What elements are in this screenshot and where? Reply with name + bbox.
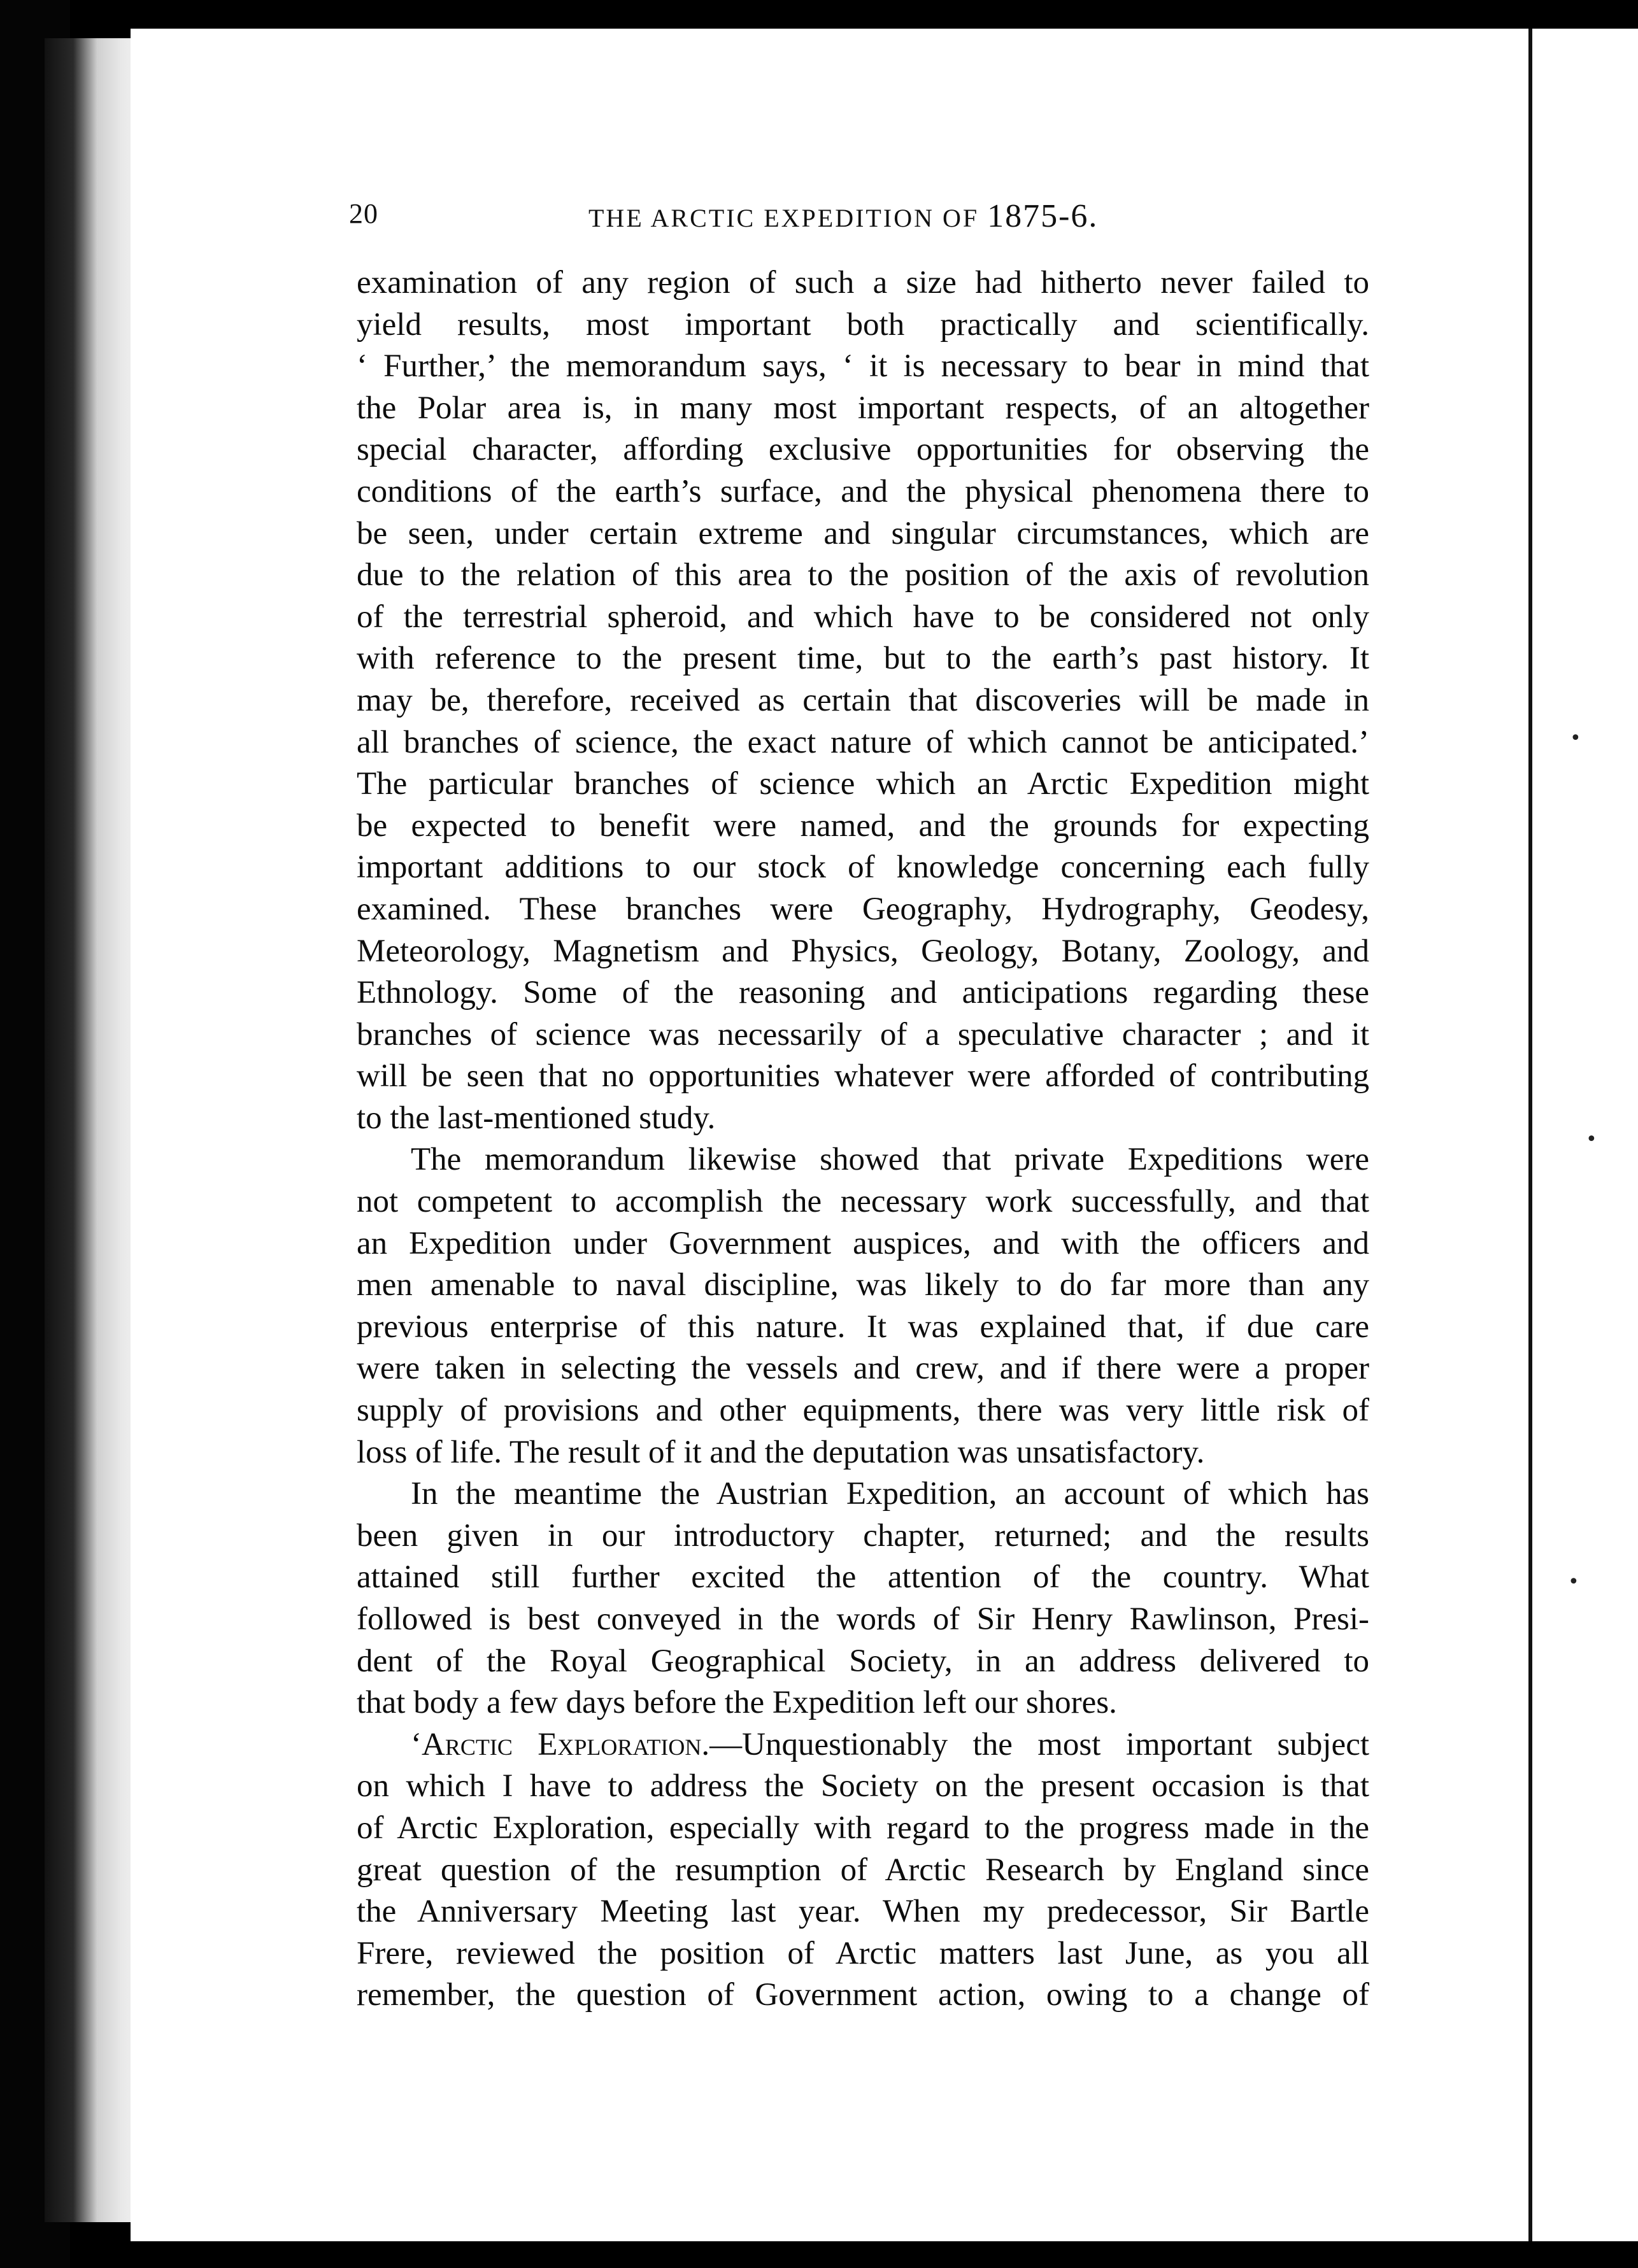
text-line: that body a few days before the Expedition left our shores. [357, 1685, 1117, 1721]
paragraph-1 [357, 262, 1369, 1139]
margin-speck: • [1568, 1571, 1579, 1593]
facing-page-edge [1528, 29, 1638, 2241]
text-line: followed is best conveyed in the words of Sir Henry Rawlinson, Presi- [357, 1601, 1369, 1637]
running-head [349, 197, 1107, 236]
text-line: remember, the question of Government action, owing to a change of [357, 1977, 1369, 2013]
margin-speck: • [1586, 1128, 1597, 1151]
text-line: will be seen that no opportunities whatever were afforded of contributing [357, 1058, 1369, 1095]
text-line: The memorandum likewise showed that private Expeditions were [411, 1142, 1369, 1178]
text-line: may be, therefore, received as certain that discoveries will be made in [357, 682, 1369, 718]
text-line: In the meantime the Austrian Expedition, an account of which has [411, 1476, 1369, 1512]
page-number: 20 [349, 198, 378, 229]
text-line: men amenable to naval discipline, was likely to do far more than any [357, 1267, 1369, 1303]
text-line: of Arctic Exploration, especially with regard to the progress made in the [357, 1810, 1369, 1846]
text-line: conditions of the earth’s surface, and the physical phenomena there to [357, 473, 1369, 509]
text-line: the Anniversary Meeting last year. When my predecessor, Sir Bartle [357, 1894, 1369, 1930]
text-line: Frere, reviewed the position of Arctic matters last June, as you all [357, 1935, 1369, 1971]
running-title-text: THE ARCTIC EXPEDITION OF [588, 204, 979, 232]
text-line: examined. These branches were Geography, Hydrography, Geodesy, [357, 891, 1369, 927]
text-line: be expected to benefit were named, and the grounds for expecting [357, 807, 1369, 844]
running-title [588, 197, 1098, 235]
text-line: all branches of science, the exact nature of which cannot be anticipated.’ [357, 724, 1369, 760]
text-line: branches of science was necessarily of a speculative character ; and it [357, 1016, 1369, 1052]
text-line: ‘ Further,’ the memorandum says, ‘ it is necessary to bear in mind that [357, 348, 1369, 385]
running-title-year: 1875-6. [987, 198, 1099, 234]
small-caps-lead: ‘Arctic Exploration. [411, 1726, 710, 1762]
text-line: supply of provisions and other equipments, there was very little risk of [357, 1393, 1369, 1429]
text-line: yield results, most important both practically and scientifically. [357, 306, 1369, 343]
text-line: Meteorology, Magnetism and Physics, Geology, Botany, Zoology, and [357, 933, 1369, 969]
paragraph-2 [357, 1139, 1369, 1473]
text-line: previous enterprise of this nature. It was explained that, if due care [357, 1308, 1369, 1345]
text-line: the Polar area is, in many most important respects, of an altogether [357, 390, 1369, 426]
text-line: attained still further excited the attention of the country. What [357, 1559, 1369, 1596]
text-line: due to the relation of this area to the position of the axis of revolution [357, 557, 1369, 593]
margin-speck: • [1570, 727, 1581, 749]
paragraph-3 [357, 1473, 1369, 1724]
body-text [357, 262, 1369, 2016]
text-line: an Expedition under Government auspices, and with the officers and [357, 1225, 1369, 1261]
text-line: examination of any region of such a size had hitherto never failed to [357, 265, 1369, 301]
text-line: Ethnology. Some of the reasoning and anticipations regarding these [357, 975, 1369, 1011]
text-line: not competent to accomplish the necessary work successfully, and that [357, 1184, 1369, 1220]
text-line: been given in our introductory chapter, returned; and the results [357, 1517, 1369, 1554]
text-line: on which I have to address the Society on the present occasion is that [357, 1768, 1369, 1804]
text-line: important additions to our stock of knowledge concerning each fully [357, 849, 1369, 886]
text-line: loss of life. The result of it and the deputation was unsatisfactory. [357, 1434, 1205, 1470]
text-line-rest: —Unquestionably the most important subject [709, 1726, 1369, 1762]
text-line: with reference to the present time, but to the earth’s past history. It [357, 641, 1369, 677]
text-line [357, 1724, 1369, 1766]
text-line: to the last-mentioned study. [357, 1100, 716, 1136]
book-spine-shadow [45, 38, 140, 2222]
text-line: of the terrestrial spheroid, and which have to be considered not only [357, 599, 1369, 635]
text-line: The particular branches of science which an Arctic Expedition might [357, 766, 1369, 802]
text-line: special character, affording exclusive opportunities for observing the [357, 432, 1369, 468]
text-line: great question of the resumption of Arctic Research by England since [357, 1852, 1369, 1888]
paragraph-4 [357, 1724, 1369, 2016]
text-line: dent of the Royal Geographical Society, in an address delivered to [357, 1643, 1369, 1679]
text-line: were taken in selecting the vessels and crew, and if there were a proper [357, 1350, 1369, 1387]
text-line: be seen, under certain extreme and singular circumstances, which are [357, 515, 1369, 551]
